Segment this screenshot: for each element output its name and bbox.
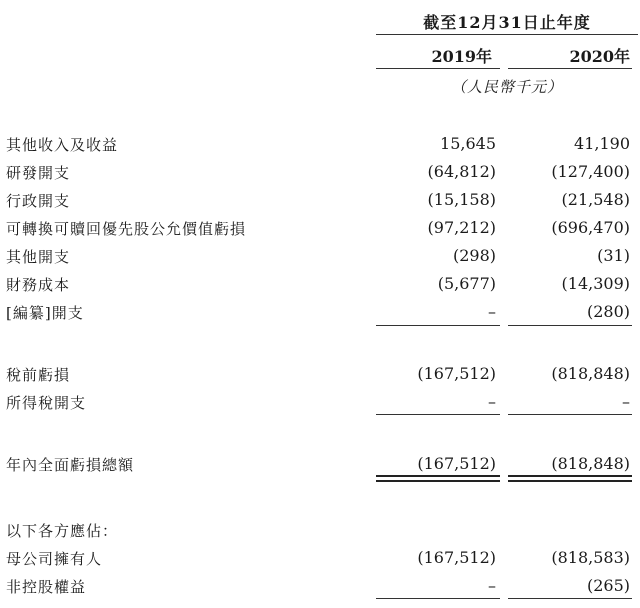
row-label-other-income: 其他收入及收益 [6,136,119,154]
tax-rule-2020 [508,414,632,415]
bottom-rule-2020 [508,598,632,599]
value-2019-total-comprehensive-loss: (167,512) [417,454,496,473]
value-2020-income-tax: – [622,392,630,411]
value-2019-other-expenses: (298) [452,246,496,265]
subtotal-rule-2019 [376,325,500,326]
column-rule-2020 [508,68,632,69]
value-2019-redacted-expenses: – [488,302,496,321]
total-double-rule-2019 [376,475,500,482]
row-label-total-comprehensive-loss: 年內全面虧損總額 [6,456,135,474]
value-2019-loss-before-tax: (167,512) [417,364,496,383]
row-label-preferred-shares-loss: 可轉換可贖回優先股公允價值虧損 [6,220,247,238]
row-label-non-controlling-interests: 非控股權益 [6,578,87,596]
subtotal-rule-2020 [508,325,632,326]
value-2020-other-expenses: (31) [597,246,630,265]
value-2020-other-income: 41,190 [574,134,630,153]
value-2020-total-comprehensive-loss: (818,848) [551,454,630,473]
value-2020-admin-expenses: (21,548) [561,190,630,209]
header-rule [376,34,638,35]
value-2020-rd-expenses: (127,400) [551,162,630,181]
value-2020-preferred-shares-loss: (696,470) [551,218,630,237]
column-header-2019: 2019年 [431,47,492,66]
value-2019-income-tax: – [488,392,496,411]
column-rule-2019 [376,68,500,69]
column-header-2020: 2020年 [569,47,630,66]
row-label-loss-before-tax: 稅前虧損 [6,366,71,384]
row-label-finance-costs: 財務成本 [6,276,71,294]
value-2019-non-controlling-interests: – [488,576,496,595]
total-double-rule-2020 [508,475,632,482]
row-label-redacted-expenses: [編纂]開支 [6,304,84,322]
value-2019-finance-costs: (5,677) [437,274,496,293]
currency-unit: （人民幣千元） [450,78,563,96]
row-label-rd-expenses: 研發開支 [6,164,71,182]
row-label-other-expenses: 其他開支 [6,248,71,266]
row-label-income-tax: 所得稅開支 [6,394,87,412]
value-2020-finance-costs: (14,309) [561,274,630,293]
value-2019-admin-expenses: (15,158) [427,190,496,209]
row-label-attributable-to: 以下各方應佔： [6,522,119,540]
value-2019-owners-of-parent: (167,512) [417,548,496,567]
tax-rule-2019 [376,414,500,415]
value-2020-owners-of-parent: (818,583) [551,548,630,567]
row-label-admin-expenses: 行政開支 [6,192,71,210]
period-title: 截至12月31日止年度 [423,13,591,32]
value-2020-non-controlling-interests: (265) [586,576,630,595]
value-2019-preferred-shares-loss: (97,212) [427,218,496,237]
value-2020-redacted-expenses: (280) [586,302,630,321]
value-2019-rd-expenses: (64,812) [427,162,496,181]
value-2020-loss-before-tax: (818,848) [551,364,630,383]
row-label-owners-of-parent: 母公司擁有人 [6,550,103,568]
bottom-rule-2019 [376,598,500,599]
value-2019-other-income: 15,645 [440,134,496,153]
